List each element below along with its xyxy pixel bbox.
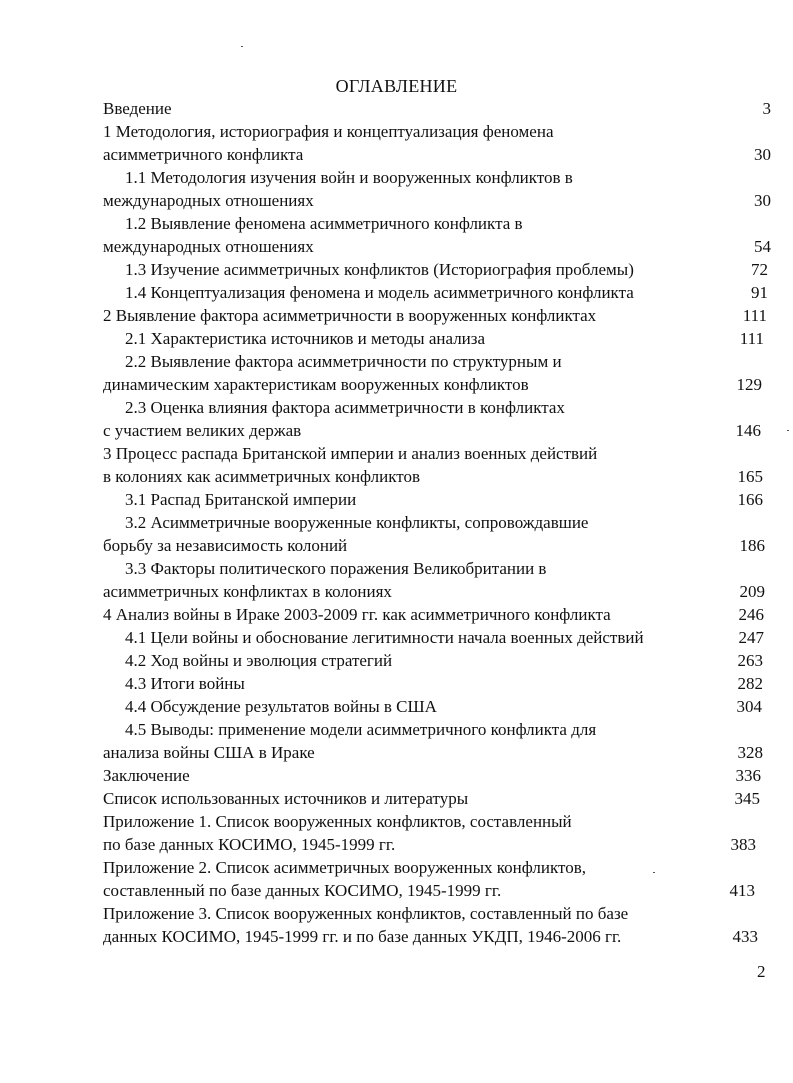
toc-page-number: 282 xyxy=(737,674,763,693)
toc-line xyxy=(103,465,773,488)
toc-entry-text: Введение xyxy=(103,99,172,118)
toc-page-number: 247 xyxy=(738,628,764,647)
toc-line xyxy=(103,603,773,626)
toc-entry-text: 4.2 Ход войны и эволюция стратегий xyxy=(125,651,393,670)
toc-page-number: 166 xyxy=(737,490,763,509)
toc-entry-text: 4 Анализ войны в Ираке 2003-2009 гг. как асимметричного конфликта xyxy=(103,605,611,624)
toc-entry-text: 2 Выявление фактора асимметричности в вооруженных конфликтах xyxy=(103,306,597,325)
toc-page-number: 304 xyxy=(736,697,762,716)
toc-line xyxy=(103,235,773,258)
toc-line xyxy=(103,419,773,442)
toc-line xyxy=(103,580,773,603)
table-of-contents xyxy=(103,97,773,948)
toc-page-number: 383 xyxy=(730,835,756,854)
toc-line xyxy=(103,649,773,672)
toc-line xyxy=(103,212,773,235)
toc-entry-text: международных отношениях xyxy=(103,237,314,256)
toc-line xyxy=(103,741,773,764)
toc-page-number: 111 xyxy=(742,306,767,325)
toc-page-number: 246 xyxy=(738,605,764,624)
toc-entry-text: Заключение xyxy=(103,766,190,785)
toc-entry-text: Приложение 2. Список асимметричных вооруженных конфликтов, xyxy=(103,858,586,877)
toc-page-number: 91 xyxy=(751,283,768,302)
toc-page-number: 30 xyxy=(754,145,771,164)
toc-entry-text: 3 Процесс распада Британской империи и анализ военных действий xyxy=(103,444,598,463)
toc-line xyxy=(103,281,773,304)
toc-entry-text: 1.3 Изучение асимметричных конфликтов (Историография проблемы) xyxy=(125,260,634,279)
toc-page-number: 433 xyxy=(732,927,758,946)
toc-line xyxy=(103,879,773,902)
toc-entry-text: Приложение 1. Список вооруженных конфликтов, составленный xyxy=(103,812,572,831)
toc-entry-text: 3.2 Асимметричные вооруженные конфликты, сопровождавшие xyxy=(125,513,589,532)
toc-entry-text: 1 Методология, историография и концептуализация феномена xyxy=(103,122,554,141)
toc-entry-text: 4.3 Итоги войны xyxy=(125,674,245,693)
toc-line xyxy=(103,442,773,465)
toc-entry-text: данных КОСИМО, 1945-1999 гг. и по базе данных УКДП, 1946-2006 гг. xyxy=(103,927,622,946)
toc-page-number: 129 xyxy=(736,375,762,394)
toc-line xyxy=(103,810,773,833)
toc-line xyxy=(103,534,773,557)
toc-entry-text: 4.4 Обсуждение результатов войны в США xyxy=(125,697,437,716)
toc-entry-text: 2.1 Характеристика источников и методы анализа xyxy=(125,329,486,348)
toc-line xyxy=(103,304,773,327)
toc-line xyxy=(103,925,773,948)
toc-line xyxy=(103,718,773,741)
scan-speck xyxy=(241,46,243,47)
toc-entry-text: динамическим характеристикам вооруженных конфликтов xyxy=(103,375,529,394)
toc-page-number: 336 xyxy=(735,766,761,785)
toc-line xyxy=(103,672,773,695)
toc-line xyxy=(103,511,773,534)
toc-line xyxy=(103,120,773,143)
toc-entry-text: 1.4 Концептуализация феномена и модель асимметричного конфликта xyxy=(125,283,634,302)
toc-line xyxy=(103,350,773,373)
toc-entry-text: в колониях как асимметричных конфликтов xyxy=(103,467,420,486)
toc-entry-text: асимметричных конфликтах в колониях xyxy=(103,582,392,601)
page-number: 2 xyxy=(757,962,766,981)
toc-line xyxy=(103,97,773,120)
toc-page-number: 186 xyxy=(739,536,765,555)
toc-line xyxy=(103,396,773,419)
toc-page-number: 263 xyxy=(737,651,763,670)
toc-line xyxy=(103,166,773,189)
toc-line xyxy=(103,373,773,396)
toc-entry-text: 4.1 Цели войны и обоснование легитимности начала военных действий xyxy=(125,628,644,647)
toc-line xyxy=(103,626,773,649)
toc-line xyxy=(103,327,773,350)
toc-entry-text: 3.3 Факторы политического поражения Великобритании в xyxy=(125,559,547,578)
toc-page-number: 146 xyxy=(735,421,761,440)
toc-entry-text: 2.3 Оценка влияния фактора асимметричности в конфликтах xyxy=(125,398,565,417)
toc-entry-text: Список использованных источников и литературы xyxy=(103,789,469,808)
toc-entry-text: 1.1 Методология изучения войн и вооруженных конфликтов в xyxy=(125,168,573,187)
toc-entry-text: 1.2 Выявление феномена асимметричного конфликта в xyxy=(125,214,523,233)
toc-page-number: 3 xyxy=(762,99,771,118)
toc-line xyxy=(103,902,773,925)
toc-page-number: 30 xyxy=(754,191,771,210)
toc-entry-text: борьбу за независимость колоний xyxy=(103,536,348,555)
toc-page-number: 413 xyxy=(729,881,755,900)
toc-line xyxy=(103,764,773,787)
toc-line xyxy=(103,143,773,166)
scan-speck xyxy=(787,430,789,431)
toc-line xyxy=(103,189,773,212)
toc-page-number: 72 xyxy=(751,260,768,279)
toc-entry-text: международных отношениях xyxy=(103,191,314,210)
toc-entry-text: 3.1 Распад Британской империи xyxy=(125,490,357,509)
toc-line xyxy=(103,488,773,511)
toc-entry-text: по базе данных КОСИМО, 1945-1999 гг. xyxy=(103,835,396,854)
toc-entry-text: с участием великих держав xyxy=(103,421,302,440)
toc-line xyxy=(103,787,773,810)
toc-line xyxy=(103,695,773,718)
toc-page-number: 328 xyxy=(737,743,763,762)
toc-line xyxy=(103,833,773,856)
toc-entry-text: составленный по базе данных КОСИМО, 1945-1999 гг. xyxy=(103,881,502,900)
toc-line xyxy=(103,258,773,281)
toc-entry-text: 4.5 Выводы: применение модели асимметричного конфликта для xyxy=(125,720,597,739)
toc-line xyxy=(103,557,773,580)
page-title: ОГЛАВЛЕНИЕ xyxy=(335,76,458,96)
toc-page-number: 54 xyxy=(754,237,771,256)
toc-page-number: 209 xyxy=(739,582,765,601)
toc-entry-text: асимметричного конфликта xyxy=(103,145,304,164)
toc-entry-text: анализа войны США в Ираке xyxy=(103,743,315,762)
toc-page-number: 345 xyxy=(734,789,760,808)
toc-line xyxy=(103,856,773,879)
toc-page-number: 111 xyxy=(739,329,764,348)
toc-entry-text: 2.2 Выявление фактора асимметричности по структурным и xyxy=(125,352,562,371)
toc-entry-text: Приложение 3. Список вооруженных конфликтов, составленный по базе xyxy=(103,904,629,923)
toc-page-number: 165 xyxy=(737,467,763,486)
